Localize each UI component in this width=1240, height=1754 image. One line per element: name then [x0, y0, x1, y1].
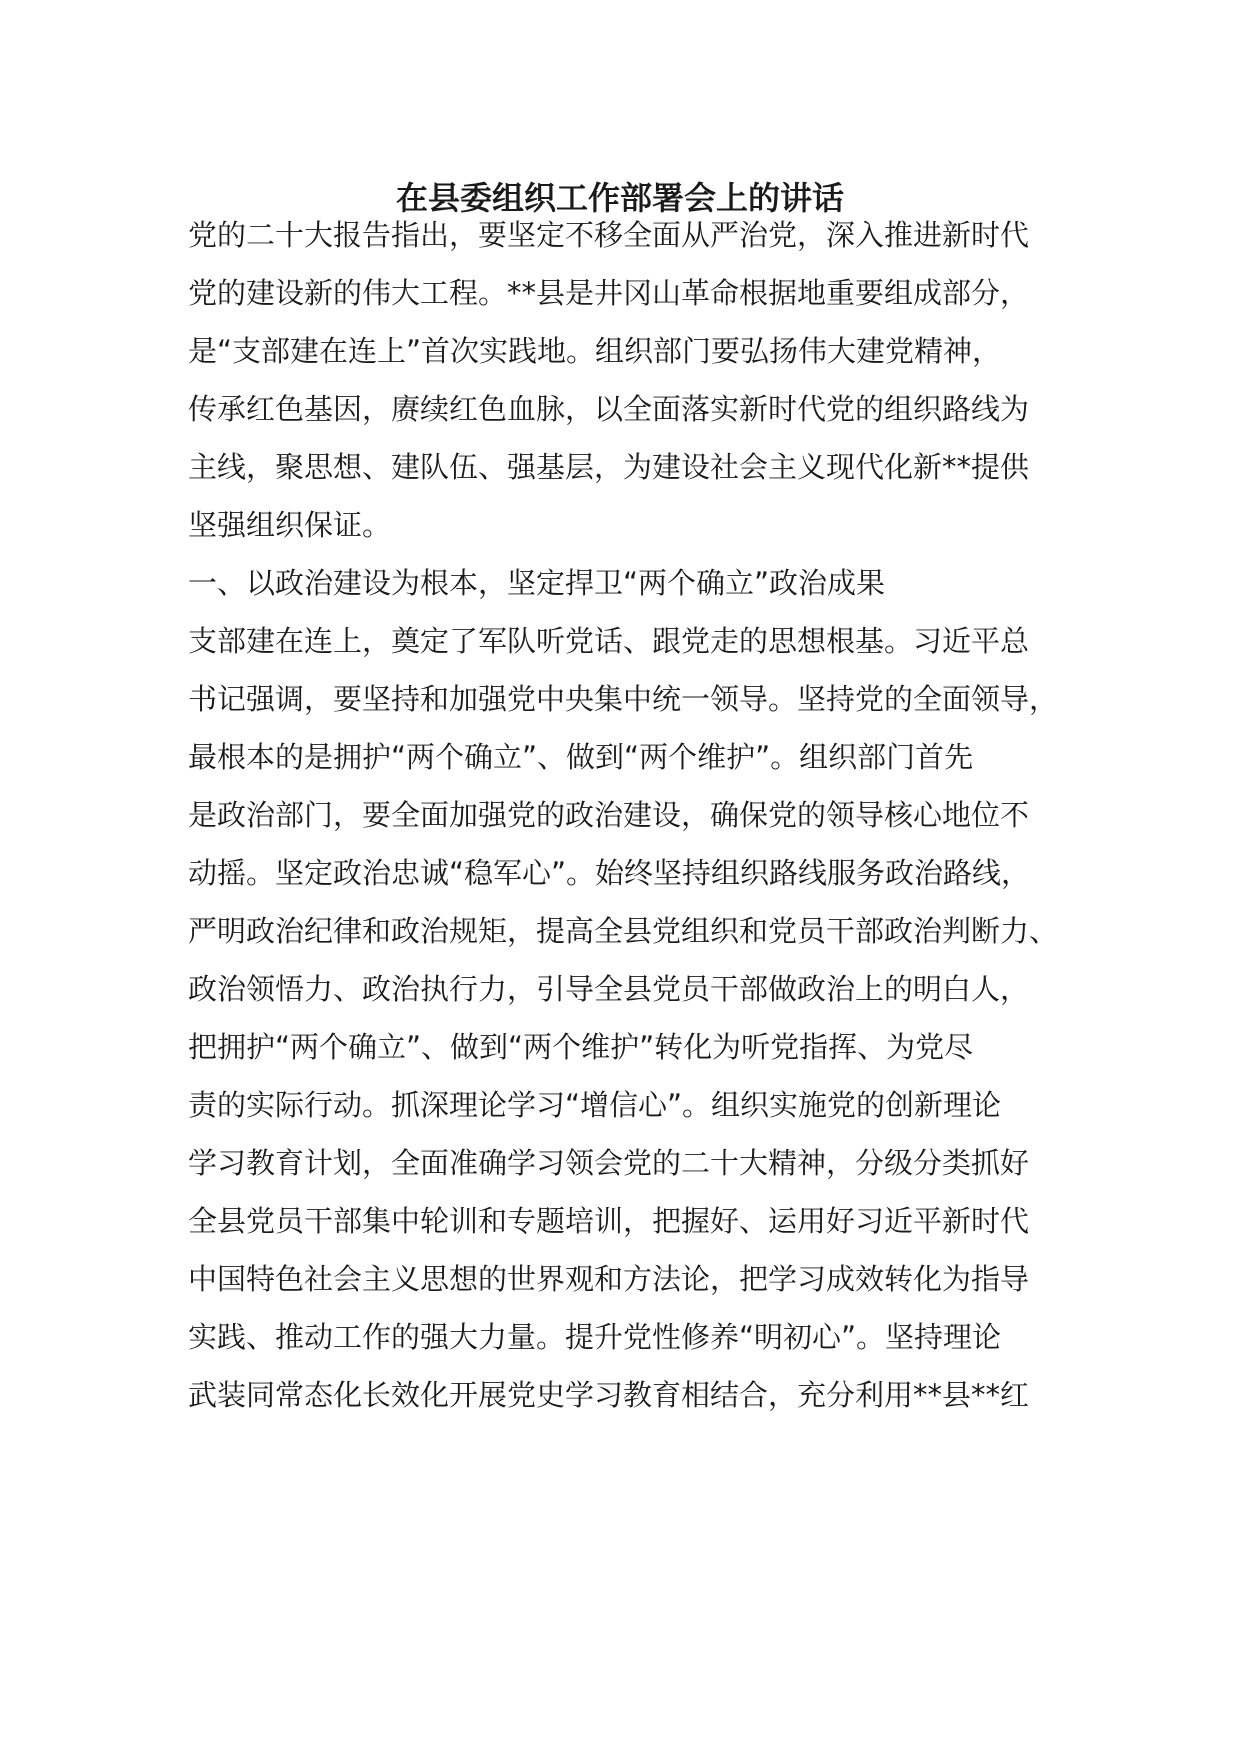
- body-line: 中国特色社会主义思想的世界观和方法论，把学习成效转化为指导: [188, 1262, 1030, 1296]
- body-line: 坚强组织保证。: [188, 508, 392, 542]
- body-line: 是政治部门，要全面加强党的政治建设，确保党的领导核心地位不: [188, 798, 1030, 832]
- body-line: 政治领悟力、政治执行力，引导全县党员干部做政治上的明白人，: [188, 972, 1030, 1006]
- body-line: 是“支部建在连上”首次实践地。组织部门要弘扬伟大建党精神，: [188, 334, 1002, 368]
- body-line: 动摇。坚定政治忠诚“稳军心”。始终坚持组织路线服务政治路线，: [188, 856, 1031, 890]
- body-line: 全县党员干部集中轮训和专题培训，把握好、运用好习近平新时代: [188, 1204, 1030, 1238]
- body-line: 责的实际行动。抓深理论学习“增信心”。组织实施党的创新理论: [188, 1088, 1002, 1122]
- body-line: 严明政治纪律和政治规矩，提高全县党组织和党员干部政治判断力、: [188, 914, 1059, 948]
- document-title: 在县委组织工作部署会上的讲话: [395, 179, 844, 217]
- body-line: 主线，聚思想、建队伍、强基层，为建设社会主义现代化新**提供: [188, 450, 1030, 484]
- body-line: 支部建在连上，奠定了军队听党话、跟党走的思想根基。习近平总: [188, 624, 1030, 658]
- body-line: 传承红色基因，赓续红色血脉，以全面落实新时代党的组织路线为: [188, 392, 1030, 426]
- section-heading: 一、以政治建设为根本，坚定捍卫“两个确立”政治成果: [188, 566, 886, 600]
- body-line: 书记强调，要坚持和加强党中央集中统一领导。坚持党的全面领导，: [188, 682, 1059, 716]
- body-line: 党的建设新的伟大工程。**县是井冈山革命根据地重要组成部分，: [188, 276, 1030, 310]
- body-line: 实践、推动工作的强大力量。提升党性修养“明初心”。坚持理论: [188, 1320, 1002, 1354]
- body-line: 武装同常态化长效化开展党史学习教育相结合，充分利用**县**红: [188, 1378, 1030, 1412]
- body-line: 学习教育计划，全面准确学习领会党的二十大精神，分级分类抓好: [188, 1146, 1030, 1180]
- body-line: 最根本的是拥护“两个确立”、做到“两个维护”。组织部门首先: [188, 740, 974, 774]
- body-line: 党的二十大报告指出，要坚定不移全面从严治党，深入推进新时代: [188, 218, 1030, 252]
- body-line: 把拥护“两个确立”、做到“两个维护”转化为听党指挥、为党尽: [188, 1030, 974, 1064]
